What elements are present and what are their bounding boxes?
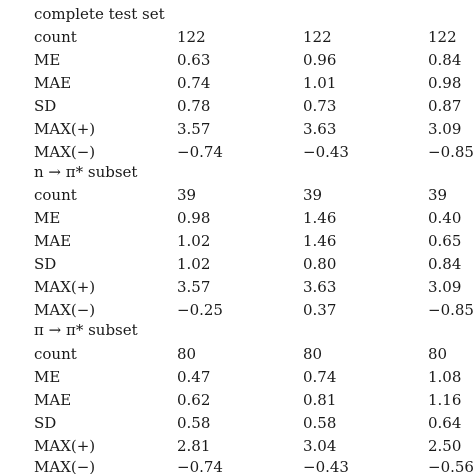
row-label: count: [34, 28, 77, 46]
row-label: MAX(+): [34, 437, 96, 455]
cell-value: −0.56: [428, 458, 474, 474]
table-row: [0, 344, 474, 367]
cell-value: 122: [428, 28, 457, 46]
cell-value: 1.02: [177, 255, 211, 273]
row-label: count: [34, 186, 77, 204]
cell-value: 1.01: [303, 74, 337, 92]
cell-value: 1.08: [428, 368, 462, 386]
cell-value: 0.84: [428, 255, 462, 273]
row-label: ME: [34, 368, 61, 386]
row-label: MAE: [34, 391, 72, 409]
cell-value: −0.25: [177, 301, 223, 319]
cell-value: −0.43: [303, 458, 349, 474]
cell-value: 0.74: [177, 74, 211, 92]
cell-value: 80: [428, 345, 448, 363]
table-row: [0, 231, 474, 254]
cell-value: 0.96: [303, 51, 337, 69]
cell-value: 0.80: [303, 255, 337, 273]
row-label: MAX(+): [34, 278, 96, 296]
cell-value: 0.98: [428, 74, 462, 92]
cell-value: −0.74: [177, 143, 223, 161]
cell-value: 3.04: [303, 437, 337, 455]
cell-value: 1.46: [303, 209, 337, 227]
table-row: [0, 50, 474, 73]
section-title: n → π* subset: [34, 163, 138, 181]
row-label: MAE: [34, 74, 72, 92]
row-label: MAX(−): [34, 143, 96, 161]
cell-value: 39: [177, 186, 197, 204]
cell-value: 0.47: [177, 368, 211, 386]
cell-value: −0.85: [428, 143, 474, 161]
cell-value: 1.46: [303, 232, 337, 250]
table-row: [0, 277, 474, 300]
cell-value: 3.57: [177, 278, 211, 296]
row-label: SD: [34, 414, 57, 432]
table-row: [0, 73, 474, 96]
table-row: [0, 27, 474, 50]
cell-value: 0.37: [303, 301, 337, 319]
cell-value: 39: [303, 186, 323, 204]
cell-value: 0.74: [303, 368, 337, 386]
row-label: ME: [34, 209, 61, 227]
cell-value: −0.43: [303, 143, 349, 161]
section-title: π → π* subset: [34, 321, 138, 339]
cell-value: 1.16: [428, 391, 462, 409]
cell-value: 3.09: [428, 278, 462, 296]
cell-value: 0.98: [177, 209, 211, 227]
cell-value: 1.02: [177, 232, 211, 250]
cell-value: 0.73: [303, 97, 337, 115]
table-row: [0, 254, 474, 277]
row-label: SD: [34, 255, 57, 273]
cell-value: 39: [428, 186, 448, 204]
cell-value: 3.57: [177, 120, 211, 138]
cell-value: 0.58: [303, 414, 337, 432]
row-label: SD: [34, 97, 57, 115]
row-label: MAX(−): [34, 301, 96, 319]
row-label: MAX(+): [34, 120, 96, 138]
cell-value: 2.50: [428, 437, 462, 455]
cell-value: 122: [303, 28, 332, 46]
cell-value: 80: [177, 345, 197, 363]
section-title: complete test set: [34, 5, 165, 23]
row-label: count: [34, 345, 77, 363]
table-row: [0, 208, 474, 231]
cell-value: 0.78: [177, 97, 211, 115]
row-label: MAX(−): [34, 458, 96, 474]
cell-value: 0.62: [177, 391, 211, 409]
table-row: [0, 457, 474, 474]
cell-value: 0.64: [428, 414, 462, 432]
table-row: [0, 413, 474, 436]
cell-value: 2.81: [177, 437, 211, 455]
row-label: ME: [34, 51, 61, 69]
cell-value: 0.81: [303, 391, 337, 409]
cell-value: 3.63: [303, 278, 337, 296]
cell-value: 0.65: [428, 232, 462, 250]
table-row: [0, 119, 474, 142]
cell-value: −0.74: [177, 458, 223, 474]
cell-value: 122: [177, 28, 206, 46]
cell-value: 80: [303, 345, 323, 363]
cell-value: 3.09: [428, 120, 462, 138]
row-label: MAE: [34, 232, 72, 250]
cell-value: 3.63: [303, 120, 337, 138]
table-row: [0, 96, 474, 119]
cell-value: −0.85: [428, 301, 474, 319]
cell-value: 0.40: [428, 209, 462, 227]
cell-value: 0.87: [428, 97, 462, 115]
table-row: [0, 367, 474, 390]
table-row: [0, 185, 474, 208]
table-row: [0, 390, 474, 413]
table-row: [0, 436, 474, 459]
cell-value: 0.63: [177, 51, 211, 69]
cell-value: 0.58: [177, 414, 211, 432]
cell-value: 0.84: [428, 51, 462, 69]
